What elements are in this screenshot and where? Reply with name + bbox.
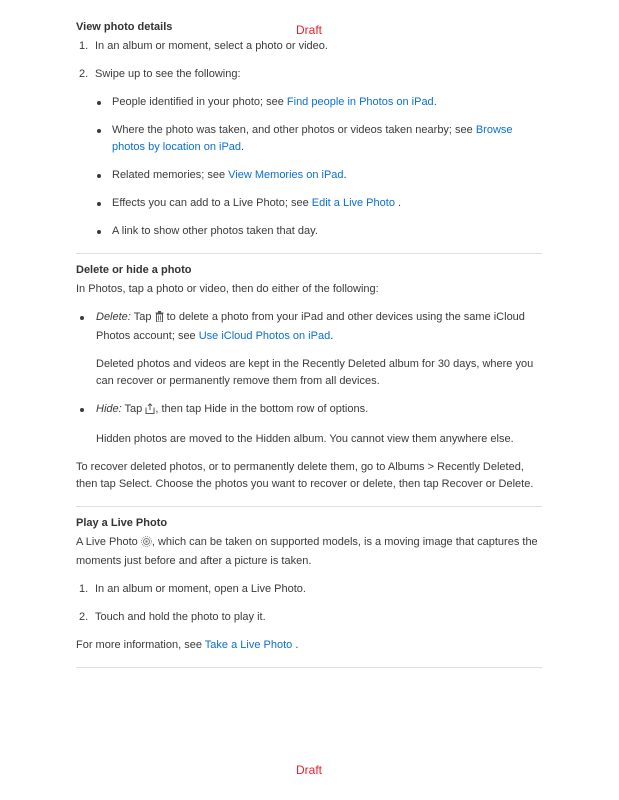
tap-text: Tap xyxy=(124,403,143,415)
step-item xyxy=(76,609,542,626)
more-info-text: For more information, see xyxy=(76,639,205,651)
hidden-note: Hidden photos are moved to the Hidden album. You cannot view them anywhere else. xyxy=(96,433,514,445)
step-item xyxy=(76,38,542,55)
document-page xyxy=(76,20,542,668)
step-text: In an album or moment, select a photo or video. xyxy=(95,40,328,52)
step-number: 2. xyxy=(79,611,89,623)
recover-paragraph: To recover deleted photos, or to permanently delete them, go to Albums > Recently Deleted, then tap Select. Choose the photos you want to recover or delete, then tap Recover or Delete. xyxy=(76,461,534,490)
period: . xyxy=(398,197,402,209)
trash-icon xyxy=(155,311,164,328)
bullet-item xyxy=(76,122,542,156)
step-text: Touch and hold the photo to play it. xyxy=(95,611,266,623)
bullet-text: Where the photo was taken, and other photos or videos taken nearby; see xyxy=(112,124,476,136)
hide-label: Hide: xyxy=(96,403,122,415)
hide-text: , then tap Hide in the bottom row of options. xyxy=(155,403,369,415)
live-intro-end: , which can be taken on supported models, is a moving image that captures the moments just before and after a picture is taken. xyxy=(76,536,538,567)
link-find-people[interactable]: Find people in Photos on iPad xyxy=(286,96,434,108)
section-divider xyxy=(76,506,542,507)
share-icon xyxy=(145,403,155,420)
bullet-dot xyxy=(97,129,101,133)
period: . xyxy=(330,330,334,342)
section-heading-delete-hide: Delete or hide a photo xyxy=(76,264,192,276)
more-info xyxy=(76,637,542,654)
view-steps xyxy=(76,38,542,83)
bullet-dot xyxy=(80,408,84,412)
bullet-item xyxy=(76,94,542,111)
link-view-memories[interactable]: View Memories on iPad xyxy=(228,169,344,181)
bullet-item xyxy=(76,223,542,240)
live-intro xyxy=(76,534,542,570)
bullet-dot xyxy=(97,101,101,105)
bullet-text: Related memories; see xyxy=(112,169,229,181)
bullet-text: A link to show other photos taken that day. xyxy=(112,225,318,237)
step-number: 1. xyxy=(79,40,89,52)
link-icloud-photos[interactable]: Use iCloud Photos on iPad xyxy=(198,330,331,342)
live-intro-start: A Live Photo xyxy=(76,536,138,548)
bullet-dot xyxy=(97,174,101,178)
live-steps xyxy=(76,581,542,626)
period: . xyxy=(343,169,347,181)
details-bullets xyxy=(76,94,542,240)
draft-watermark-top: Draft xyxy=(296,23,323,37)
link-edit-live-photo[interactable]: Edit a Live Photo xyxy=(311,197,395,209)
period: . xyxy=(433,96,437,108)
period: . xyxy=(241,141,245,153)
bullet-item-delete xyxy=(76,309,542,345)
delete-options xyxy=(76,309,542,345)
section-heading-view-details: View photo details xyxy=(76,21,173,33)
step-item xyxy=(76,66,542,83)
period: . xyxy=(295,639,299,651)
bullet-text: People identified in your photo; see xyxy=(112,96,287,108)
link-browse-location[interactable]: Browse photos by location on iPad xyxy=(112,124,513,153)
bullet-item xyxy=(76,167,542,184)
bullet-dot xyxy=(97,202,101,206)
link-take-live-photo[interactable]: Take a Live Photo xyxy=(204,639,293,651)
section-heading-live-photo: Play a Live Photo xyxy=(76,517,168,529)
delete-text: to delete a photo from your iPad and other devices using the same iCloud Photos account; see xyxy=(96,311,525,342)
tap-text: Tap xyxy=(133,311,152,323)
step-item xyxy=(76,581,542,598)
step-number: 1. xyxy=(79,583,89,595)
step-text: In an album or moment, open a Live Photo. xyxy=(95,583,306,595)
section-divider xyxy=(76,253,542,254)
section-divider xyxy=(76,667,542,668)
bullet-text: Effects you can add to a Live Photo; see xyxy=(112,197,312,209)
bullet-item-hide xyxy=(76,401,542,420)
draft-watermark-bottom: Draft xyxy=(296,763,323,777)
deleted-note: Deleted photos and videos are kept in the Recently Deleted album for 30 days, where you can recover or permanently remove them from all devices. xyxy=(96,358,534,387)
live-photo-icon xyxy=(141,536,152,553)
step-text: Swipe up to see the following: xyxy=(95,68,241,80)
delete-label: Delete: xyxy=(96,311,131,323)
hide-options xyxy=(76,401,542,420)
step-number: 2. xyxy=(79,68,89,80)
bullet-dot xyxy=(80,316,84,320)
delete-intro: In Photos, tap a photo or video, then do either of the following: xyxy=(76,283,379,295)
bullet-dot xyxy=(97,230,101,234)
bullet-item xyxy=(76,195,542,212)
